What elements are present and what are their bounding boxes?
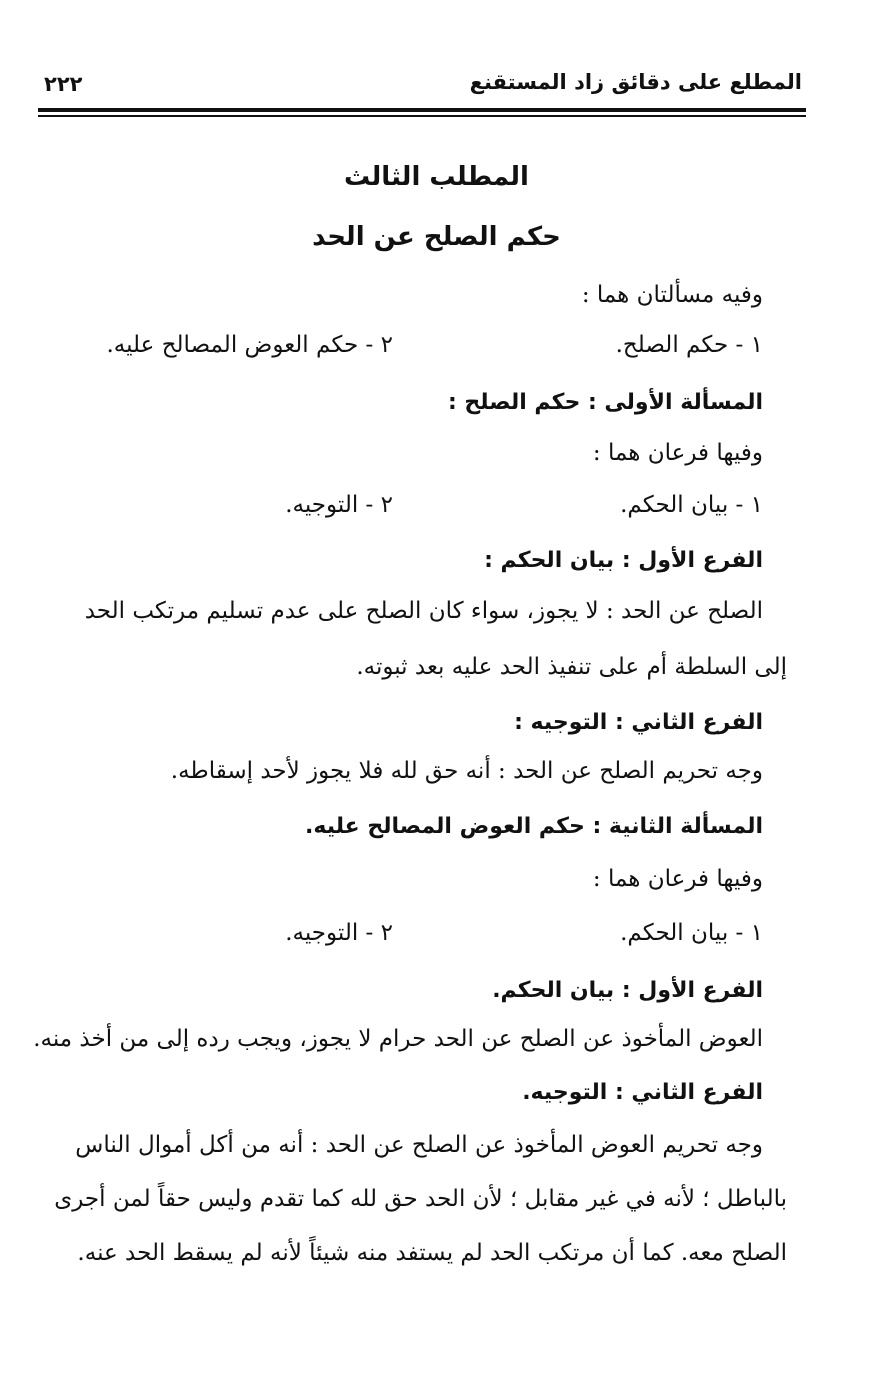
issue1-heading: المسألة الأولى : حكم الصلح : <box>447 390 763 415</box>
issue1-branch1-line-1: الصلح عن الحد : لا يجوز، سواء كان الصلح على عدم تسليم مرتكب الحد <box>84 598 763 624</box>
section-title: المطلب الثالث <box>344 162 529 192</box>
issue1-branch1-heading: الفرع الأول : بيان الحكم : <box>484 548 763 573</box>
issue2-branch2-line-3: الصلح معه. كما أن مرتكب الحد لم يستفد منه شيئاً لأنه لم يسقط الحد عنه. <box>77 1240 787 1266</box>
header-rule-thin <box>38 115 806 117</box>
issue2-branch2-line-1: وجه تحريم العوض المأخوذ عن الصلح عن الحد : أنه من أكل أموال الناس <box>75 1132 763 1158</box>
issue2-item-1: ١ - بيان الحكم. <box>620 920 763 946</box>
issue1-branch2-heading: الفرع الثاني : التوجيه : <box>514 710 763 735</box>
issue1-intro: وفيها فرعان هما : <box>592 440 763 466</box>
page-number: ٢٢٢ <box>44 72 83 96</box>
issue2-intro: وفيها فرعان هما : <box>592 866 763 892</box>
issue1-branch2-text: وجه تحريم الصلح عن الحد : أنه حق لله فلا يجوز لأحد إسقاطه. <box>170 758 763 784</box>
intro-item-2: ٢ - حكم العوض المصالح عليه. <box>106 332 393 358</box>
issue2-branch1-heading: الفرع الأول : بيان الحكم. <box>492 978 763 1003</box>
header-rule-thick <box>38 108 806 112</box>
issue1-branch1-line-2: إلى السلطة أم على تنفيذ الحد عليه بعد ثبوته. <box>356 654 787 680</box>
issue1-item-2: ٢ - التوجيه. <box>285 492 393 518</box>
issue1-item-1: ١ - بيان الحكم. <box>620 492 763 518</box>
page-header <box>38 70 806 100</box>
issue2-item-2: ٢ - التوجيه. <box>285 920 393 946</box>
section-subtitle: حكم الصلح عن الحد <box>312 222 561 252</box>
issue2-branch2-heading: الفرع الثاني : التوجيه. <box>522 1080 763 1105</box>
intro-text: وفيه مسألتان هما : <box>581 282 763 308</box>
issue2-branch1-text: العوض المأخوذ عن الصلح عن الحد حرام لا يجوز، ويجب رده إلى من أخذ منه. <box>33 1026 763 1052</box>
intro-item-1: ١ - حكم الصلح. <box>615 332 763 358</box>
issue2-heading: المسألة الثانية : حكم العوض المصالح عليه. <box>305 814 763 839</box>
running-title: المطلع على دقائق زاد المستقنع <box>469 70 802 94</box>
issue2-branch2-line-2: بالباطل ؛ لأنه في غير مقابل ؛ لأن الحد حق لله كما تقدم وليس حقاً لمن أجرى <box>54 1186 787 1212</box>
